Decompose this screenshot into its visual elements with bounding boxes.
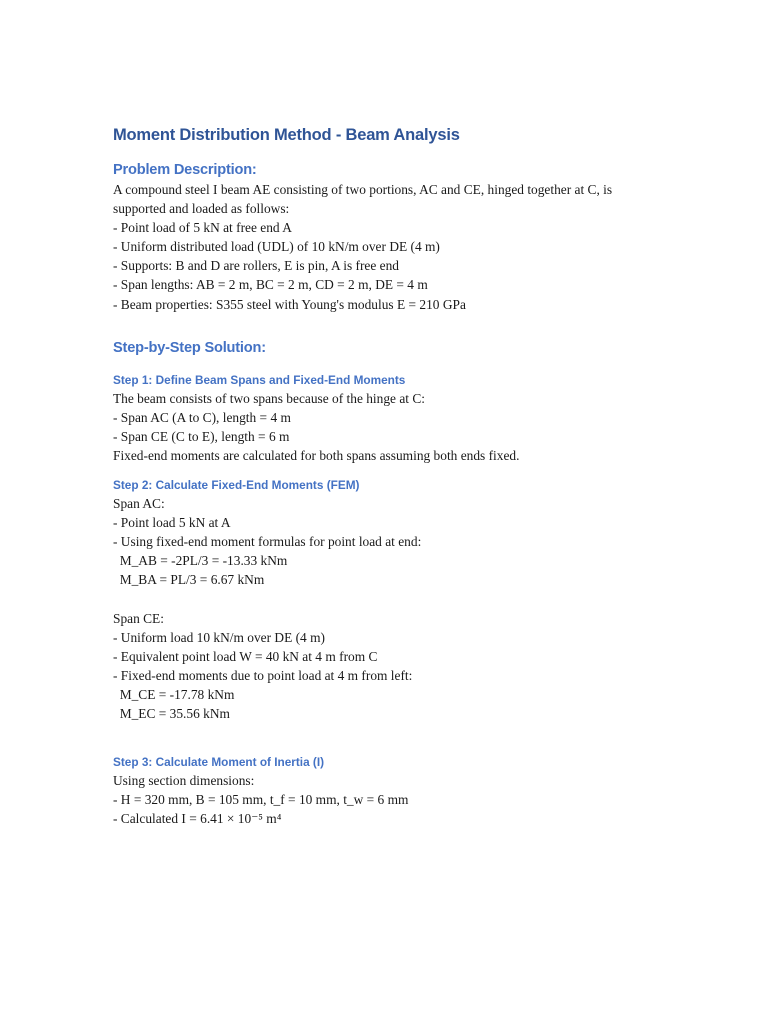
step1-line: - Span CE (C to E), length = 6 m (113, 428, 290, 444)
step2-heading: Step 2: Calculate Fixed-End Moments (FEM) (113, 478, 360, 493)
problem-line: - Uniform distributed load (UDL) of 10 kN/m over DE (4 m) (113, 239, 440, 255)
problem-line: - Supports: B and D are rollers, E is pin, A is free end (113, 258, 399, 274)
problem-text (113, 180, 673, 314)
step3-line: - Calculated I = 6.41 × 10⁻⁵ m⁴ (113, 811, 282, 827)
step2-line: Span AC: (113, 496, 165, 512)
step2-line: M_BA = PL/3 = 6.67 kNm (113, 572, 265, 588)
step3-line: Using section dimensions: (113, 773, 255, 789)
step2-line: M_EC = 35.56 kNm (113, 706, 230, 722)
document-title: Moment Distribution Method - Beam Analysis (113, 126, 460, 144)
step3-text (113, 771, 673, 828)
step2-line: - Fixed-end moments due to point load at 4 m from left: (113, 667, 413, 683)
problem-line: - Span lengths: AB = 2 m, BC = 2 m, CD = 2 m, DE = 4 m (113, 277, 428, 293)
step2-line: - Uniform load 10 kN/m over DE (4 m) (113, 629, 325, 645)
step3-heading: Step 3: Calculate Moment of Inertia (I) (113, 755, 325, 770)
step2-line: - Point load 5 kN at A (113, 515, 231, 531)
step2-line: - Using fixed-end moment formulas for point load at end: (113, 534, 422, 550)
step1-line: Fixed-end moments are calculated for both spans assuming both ends fixed. (113, 447, 520, 463)
step2-text (113, 494, 673, 723)
solution-heading: Step-by-Step Solution: (113, 339, 266, 356)
problem-line: A compound steel I beam AE consisting of two portions, AC and CE, hinged together at C, is (113, 182, 613, 197)
problem-line: supported and loaded as follows: (113, 201, 290, 217)
step2-line: Span CE: (113, 610, 164, 626)
step1-text (113, 389, 673, 465)
blank-line (113, 590, 673, 609)
step1-line: - Span AC (A to C), length = 4 m (113, 409, 291, 425)
step2-line: - Equivalent point load W = 40 kN at 4 m from C (113, 648, 378, 664)
problem-line: - Point load of 5 kN at free end A (113, 220, 292, 236)
step1-line: The beam consists of two spans because of the hinge at C: (113, 390, 425, 406)
step2-line: M_AB = -2PL/3 = -13.33 kNm (113, 553, 288, 569)
document-body (113, 124, 673, 828)
step2-line: M_CE = -17.78 kNm (113, 686, 235, 702)
problem-heading: Problem Description: (113, 162, 257, 178)
problem-line: - Beam properties: S355 steel with Young's modulus E = 210 GPa (113, 296, 466, 312)
step3-line: - H = 320 mm, B = 105 mm, t_f = 10 mm, t_w = 6 mm (113, 792, 409, 808)
step1-heading: Step 1: Define Beam Spans and Fixed-End Moments (113, 372, 406, 387)
